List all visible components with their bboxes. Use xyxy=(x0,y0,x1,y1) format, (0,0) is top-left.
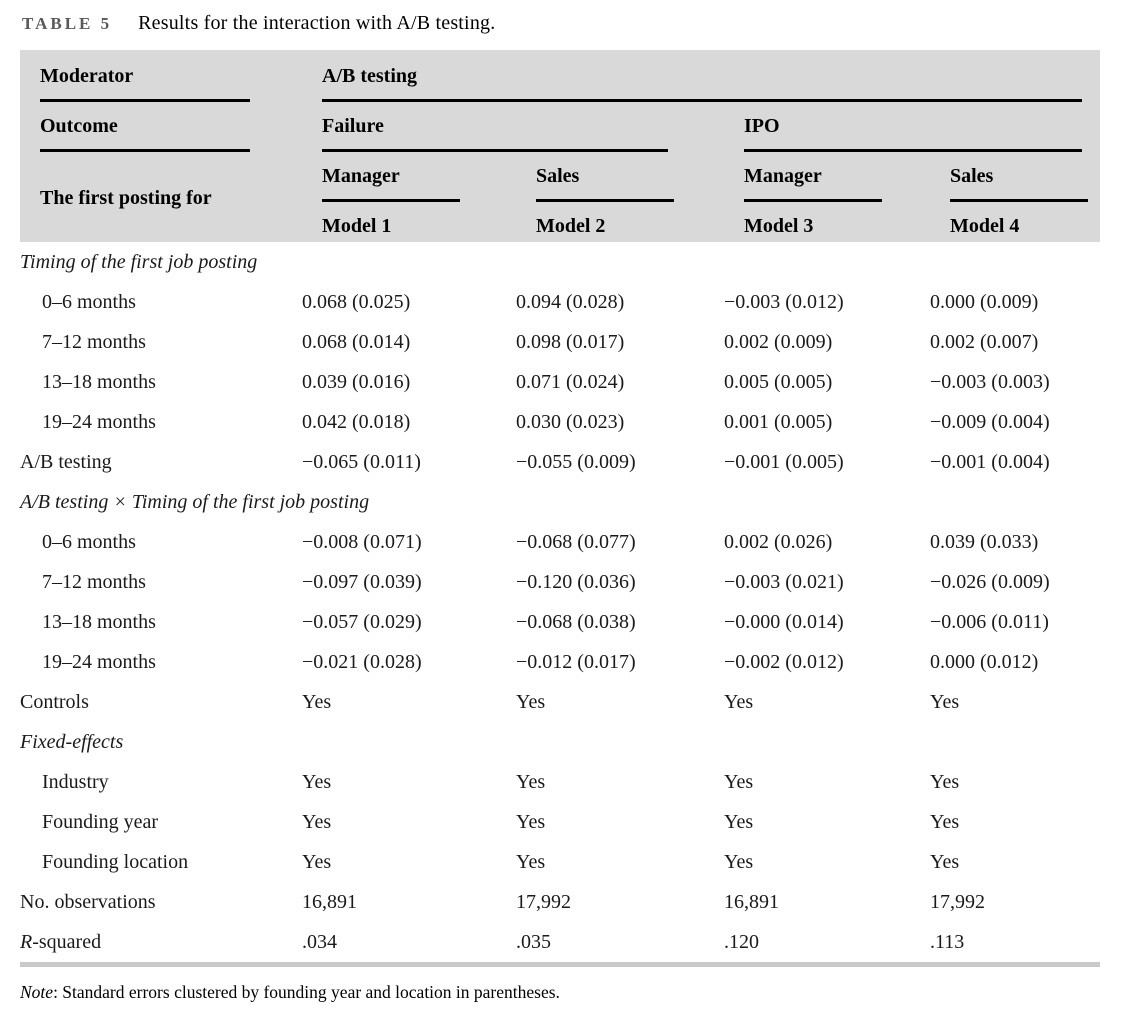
outcome-underline xyxy=(40,149,250,152)
cell-model3: Yes xyxy=(724,690,754,713)
cell-model4: Yes xyxy=(930,810,960,833)
table-title xyxy=(0,0,1123,35)
cell-model3: −0.003 (0.021) xyxy=(724,570,844,593)
header-left-column xyxy=(40,62,322,242)
outcome-label: Outcome xyxy=(40,115,118,137)
table-row-19-24-months xyxy=(20,402,1100,442)
table-row-int-0-6-months xyxy=(20,522,1100,562)
note-text: : Standard errors clustered by founding year and location in parentheses. xyxy=(53,982,560,1002)
table-bottom-rule xyxy=(20,962,1100,967)
cell-model3: Yes xyxy=(724,850,754,873)
cell-model4: −0.026 (0.009) xyxy=(930,570,1050,593)
cell-model2: −0.055 (0.009) xyxy=(516,450,636,473)
table-row-industry xyxy=(20,762,1100,802)
cell-model4: −0.003 (0.003) xyxy=(930,370,1050,393)
table-header xyxy=(20,50,1100,242)
cell-model4: −0.006 (0.011) xyxy=(930,610,1049,633)
header-row-models xyxy=(322,212,1100,242)
r-squared-rest: -squared xyxy=(32,930,102,953)
row-label: 19–24 months xyxy=(42,650,156,673)
manager1-label: Manager xyxy=(322,165,400,187)
sales2-cell xyxy=(950,162,1100,212)
cell-model4: 0.000 (0.012) xyxy=(930,650,1039,673)
cell-model4: .113 xyxy=(930,930,965,953)
moderator-underline xyxy=(40,99,250,102)
cell-model3: Yes xyxy=(724,770,754,793)
moderator-label: Moderator xyxy=(40,65,134,87)
cell-model2: Yes xyxy=(516,770,546,793)
cell-model3: −0.003 (0.012) xyxy=(724,290,844,313)
header-row-outcomes xyxy=(322,112,1100,162)
row-label: 13–18 months xyxy=(42,610,156,633)
row-label: A/B testing xyxy=(20,450,112,473)
model3-label: Model 3 xyxy=(744,215,814,237)
cell-model2: −0.068 (0.038) xyxy=(516,610,636,633)
sales2-underline xyxy=(950,199,1088,202)
header-moderator-cell xyxy=(40,62,322,112)
table-row-ab-testing xyxy=(20,442,1100,482)
row-label: Founding location xyxy=(42,850,189,873)
section-row-interaction xyxy=(20,482,1100,522)
row-label: 0–6 months xyxy=(42,530,136,553)
table-row-int-19-24-months xyxy=(20,642,1100,682)
table-number-label: TABLE 5 xyxy=(22,14,113,33)
cell-model1: .034 xyxy=(302,930,337,953)
cell-model2: 17,992 xyxy=(516,890,571,913)
first-posting-label xyxy=(40,162,322,242)
cell-model1: 0.068 (0.025) xyxy=(302,290,411,313)
ab-testing-underline xyxy=(322,99,1082,102)
note-prefix: Note xyxy=(20,982,54,1002)
row-label: 7–12 months xyxy=(42,570,146,593)
cell-model3: 0.005 (0.005) xyxy=(724,370,833,393)
cell-model1: −0.097 (0.039) xyxy=(302,570,422,593)
table-row-founding-location xyxy=(20,842,1100,882)
header-row-subcolumns xyxy=(322,162,1100,212)
table-row-int-13-18-months xyxy=(20,602,1100,642)
section-row-timing xyxy=(20,242,1100,282)
cell-model4: Yes xyxy=(930,770,960,793)
row-label: 13–18 months xyxy=(42,370,156,393)
cell-model2: Yes xyxy=(516,690,546,713)
row-label: 0–6 months xyxy=(42,290,136,313)
sales1-cell xyxy=(536,162,744,212)
row-label: 19–24 months xyxy=(42,410,156,433)
cell-model2: 0.094 (0.028) xyxy=(516,290,625,313)
row-label xyxy=(20,931,302,954)
cell-model3: .120 xyxy=(724,930,759,953)
cell-model3: −0.002 (0.012) xyxy=(724,650,844,673)
table-row-7-12-months xyxy=(20,322,1100,362)
cell-model2: .035 xyxy=(516,930,551,953)
sales1-label: Sales xyxy=(536,165,580,187)
cell-model1: 16,891 xyxy=(302,890,357,913)
cell-model1: Yes xyxy=(302,850,332,873)
cell-model1: Yes xyxy=(302,770,332,793)
table-row-13-18-months xyxy=(20,362,1100,402)
table-row-observations xyxy=(20,882,1100,922)
row-label: No. observations xyxy=(20,890,156,913)
cell-model2: −0.120 (0.036) xyxy=(516,570,636,593)
cell-model1: Yes xyxy=(302,690,332,713)
table-body xyxy=(20,242,1100,962)
row-label: Founding year xyxy=(42,810,159,833)
cell-model4: 0.000 (0.009) xyxy=(930,290,1039,313)
cell-model2: 0.098 (0.017) xyxy=(516,330,625,353)
table-caption: Results for the interaction with A/B testing. xyxy=(138,12,496,34)
cell-model1: 0.068 (0.014) xyxy=(302,330,411,353)
cell-model1: −0.057 (0.029) xyxy=(302,610,422,633)
cell-model2: 0.071 (0.024) xyxy=(516,370,625,393)
r-squared-italic: R xyxy=(20,930,33,953)
section-label: A/B testing × Timing of the first job posting xyxy=(20,490,370,513)
cell-model4: Yes xyxy=(930,690,960,713)
cell-model1: −0.021 (0.028) xyxy=(302,650,422,673)
manager1-underline xyxy=(322,199,460,202)
ab-testing-label: A/B testing xyxy=(322,65,417,87)
cell-model1: Yes xyxy=(302,810,332,833)
cell-model4: Yes xyxy=(930,850,960,873)
cell-model1: −0.008 (0.071) xyxy=(302,530,422,553)
ipo-cell xyxy=(744,112,1100,162)
ipo-underline xyxy=(744,149,1082,152)
table-row-r-squared xyxy=(20,922,1100,962)
model2-label: Model 2 xyxy=(536,215,606,237)
section-label: Fixed-effects xyxy=(20,730,124,753)
row-label: Controls xyxy=(20,690,89,713)
cell-model3: 16,891 xyxy=(724,890,779,913)
failure-underline xyxy=(322,149,668,152)
cell-model4: 0.002 (0.007) xyxy=(930,330,1039,353)
cell-model1: 0.042 (0.018) xyxy=(302,410,411,433)
manager1-cell xyxy=(322,162,536,212)
table-row-0-6-months xyxy=(20,282,1100,322)
model4-label: Model 4 xyxy=(950,215,1020,237)
manager2-label: Manager xyxy=(744,165,822,187)
section-row-fixed-effects xyxy=(20,722,1100,762)
cell-model4: −0.001 (0.004) xyxy=(930,450,1050,473)
cell-model3: 0.002 (0.009) xyxy=(724,330,833,353)
ab-testing-cell xyxy=(322,62,1100,112)
cell-model3: Yes xyxy=(724,810,754,833)
cell-model3: 0.002 (0.026) xyxy=(724,530,833,553)
failure-cell xyxy=(322,112,744,162)
cell-model2: 0.030 (0.023) xyxy=(516,410,625,433)
manager2-underline xyxy=(744,199,882,202)
header-right-columns xyxy=(322,62,1100,242)
cell-model2: Yes xyxy=(516,850,546,873)
sales1-underline xyxy=(536,199,674,202)
table-row-founding-year xyxy=(20,802,1100,842)
cell-model1: 0.039 (0.016) xyxy=(302,370,411,393)
sales2-label: Sales xyxy=(950,165,994,187)
header-outcome-cell xyxy=(40,112,322,162)
cell-model4: 17,992 xyxy=(930,890,985,913)
first-posting-text: The first posting for xyxy=(40,186,212,209)
row-label: Industry xyxy=(42,770,109,793)
cell-model3: −0.001 (0.005) xyxy=(724,450,844,473)
row-label: 7–12 months xyxy=(42,330,146,353)
cell-model3: 0.001 (0.005) xyxy=(724,410,833,433)
cell-model1: −0.065 (0.011) xyxy=(302,450,421,473)
ipo-label: IPO xyxy=(744,115,780,137)
failure-label: Failure xyxy=(322,115,384,137)
cell-model3: −0.000 (0.014) xyxy=(724,610,844,633)
model1-label: Model 1 xyxy=(322,215,392,237)
manager2-cell xyxy=(744,162,950,212)
cell-model4: 0.039 (0.033) xyxy=(930,530,1039,553)
cell-model2: Yes xyxy=(516,810,546,833)
cell-model2: −0.068 (0.077) xyxy=(516,530,636,553)
table-row-controls xyxy=(20,682,1100,722)
cell-model4: −0.009 (0.004) xyxy=(930,410,1050,433)
cell-model2: −0.012 (0.017) xyxy=(516,650,636,673)
section-label: Timing of the first job posting xyxy=(20,250,258,273)
header-row-moderator-value xyxy=(322,62,1100,112)
table-row-int-7-12-months xyxy=(20,562,1100,602)
table-note xyxy=(20,982,1123,1003)
